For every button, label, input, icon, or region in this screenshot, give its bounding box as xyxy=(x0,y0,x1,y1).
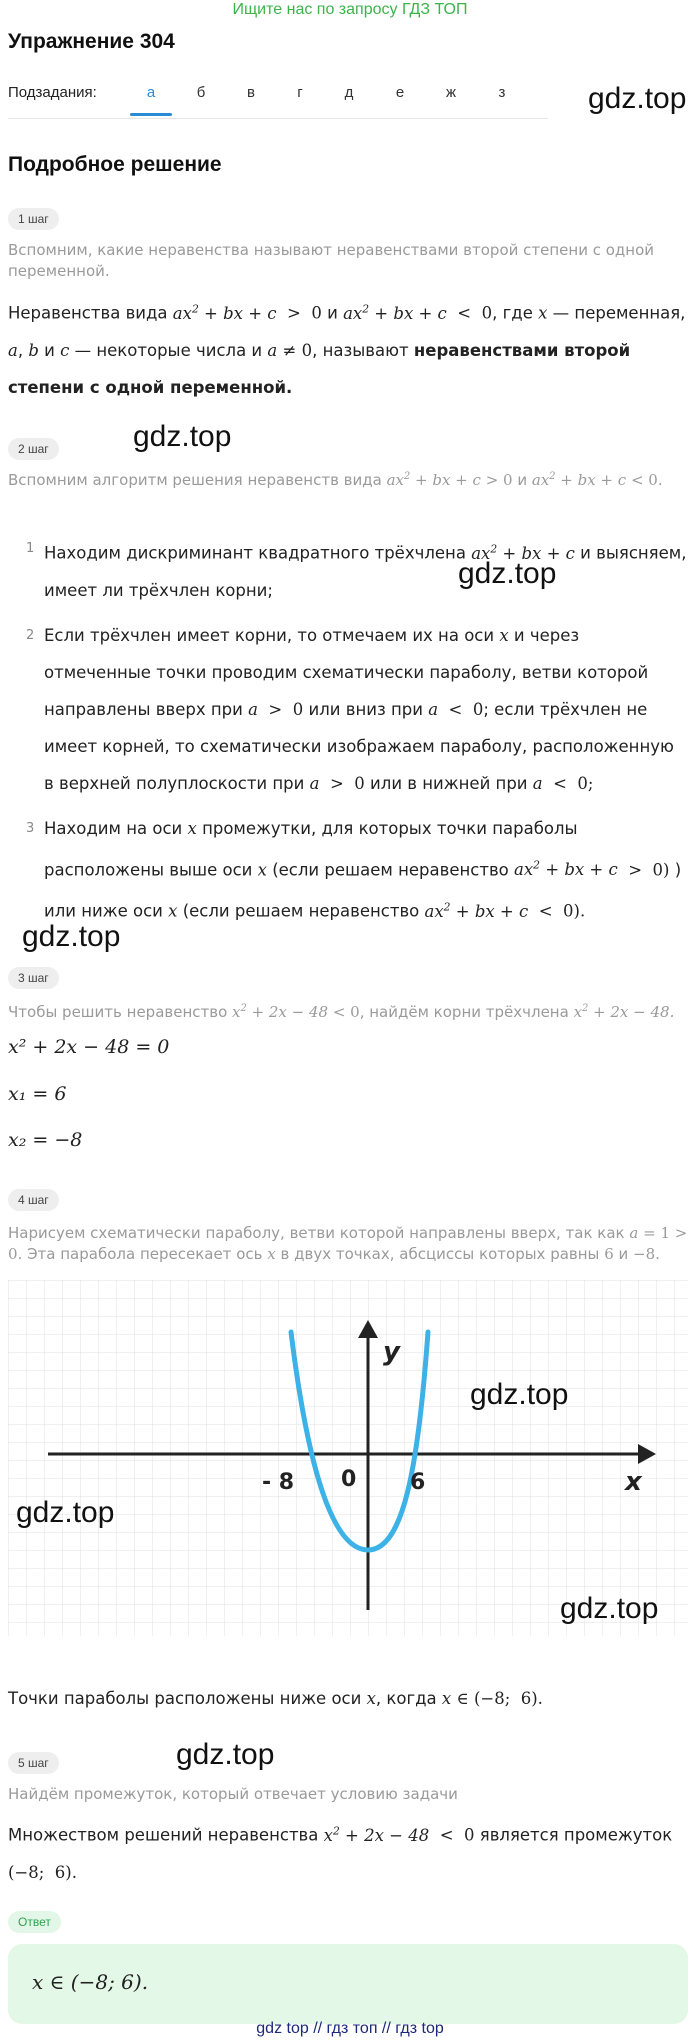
algorithm-item-1: 1 Находим дискриминант квадратного трёхчлена $ax^2$ + bx + c и выясняем, имеет ли трёхчлен корни; xyxy=(26,541,687,600)
top-banner: Ищите нас по запросу ГДЗ ТОП xyxy=(232,1,468,18)
step-3-hint: Чтобы решить неравенство $x^2 + 2x - 48 < 0$, найдём корни трёхчлена $x^2 + 2x - 48$. xyxy=(8,1003,675,1021)
subtask-tab-b[interactable]: б xyxy=(196,84,206,101)
y-axis-label: y xyxy=(383,1337,400,1367)
equation-root-2: x₂ = −8 xyxy=(8,1129,83,1151)
subtask-tab-v[interactable]: в xyxy=(247,84,255,101)
equation-root-1: x₁ = 6 xyxy=(8,1083,67,1105)
subtask-tab-g[interactable]: г xyxy=(297,84,303,101)
root-label-right: 6 xyxy=(410,1470,426,1495)
page-title: Упражнение 304 xyxy=(8,30,175,53)
watermark: gdz.top xyxy=(458,557,557,590)
answer-box xyxy=(8,1944,688,2024)
step-5-badge: 5 шаг xyxy=(8,1752,59,1774)
equation-quadratic: x² + 2x − 48 = 0 xyxy=(8,1036,170,1058)
step-1-text: Неравенства вида $ax^2$ + bx + c > 0 и $ax^2$ + bx + c < 0, где x — переменная, a, b и c — некоторые числа и a ≠ 0, называют неравенствами второй степени с одной переменной. xyxy=(8,302,686,397)
active-tab-underline xyxy=(130,113,172,116)
parabola-graph xyxy=(8,1280,688,1636)
step-2-badge: 2 шаг xyxy=(8,438,59,460)
subtasks-bar xyxy=(8,84,548,119)
step-5-hint: Найдём промежуток, который отвечает условию задачи xyxy=(8,1785,458,1803)
step-1-hint: Вспомним, какие неравенства называют неравенствами второй степени с одной переменной. xyxy=(8,241,655,280)
watermark: gdz.top xyxy=(133,420,232,453)
subtask-tab-zh[interactable]: ж xyxy=(445,84,457,101)
subtasks-label: Подзадания: xyxy=(8,84,97,101)
step-4-hint: Нарисуем схематически параболу, ветви которой направлены вверх, так как a = 1 > 0. Эта парабола пересекает ось x в двух точках, абсциссы которых равны 6 и −8. xyxy=(8,1224,688,1263)
footer-links[interactable]: gdz top // гдз топ // гдз top xyxy=(256,2020,444,2037)
watermark: gdz.top xyxy=(16,1496,115,1529)
subtask-tab-a[interactable]: а xyxy=(146,84,156,101)
watermark: gdz.top xyxy=(588,82,687,115)
watermark: gdz.top xyxy=(560,1592,659,1625)
algorithm-item-2: 2 Если трёхчлен имеет корни, то отмечаем их на оси x и через отмеченные точки проводим схематически параболу, ветви которой направлены вверх при a > 0 или вниз при a < 0; если трёхчлен не имеет корней, то схематически изображаем параболу, расположенную в верхней полуплоскости при a > 0 или в нижней при a < 0; xyxy=(26,625,674,793)
step-5-text: Множеством решений неравенства $x^2 + 2x - 48 < 0$ является промежуток (−8; 6). xyxy=(8,1824,673,1882)
watermark: gdz.top xyxy=(470,1378,569,1411)
step-4-conclusion: Точки параболы расположены ниже оси x, когда x ∈ (−8; 6). xyxy=(8,1689,543,1708)
step-4-badge: 4 шаг xyxy=(8,1189,59,1211)
watermark: gdz.top xyxy=(22,920,121,953)
step-3-badge: 3 шаг xyxy=(8,967,59,989)
solution-heading: Подробное решение xyxy=(8,153,222,176)
answer-value: x ∈ (−8; 6). xyxy=(32,1970,149,1994)
root-label-left: - 8 xyxy=(262,1470,295,1495)
watermark: gdz.top xyxy=(176,1738,275,1771)
step-1-badge: 1 шаг xyxy=(8,208,59,230)
algorithm-list xyxy=(8,530,688,930)
origin-label: 0 xyxy=(341,1467,357,1492)
x-axis-label: x xyxy=(625,1467,642,1497)
subtask-tab-d[interactable]: д xyxy=(344,84,354,101)
subtask-tab-z[interactable]: з xyxy=(498,84,506,101)
subtask-tab-e[interactable]: е xyxy=(395,84,405,101)
answer-badge: Ответ xyxy=(8,1911,61,1933)
algorithm-item-3: 3 Находим на оси x промежутки, для которых точки параболы расположены выше оси x (если решаем неравенство $ax^2$ + bx + c > 0) ) или ниже оси x (если решаем неравенство $ax^2$ + bx + c < 0). xyxy=(26,818,682,921)
graph-grid xyxy=(8,1280,688,1636)
step-2-hint: Вспомним алгоритм решения неравенств вида $ax^2$ + bx + c > 0 и $ax^2$ + bx + c < 0. xyxy=(8,471,663,489)
